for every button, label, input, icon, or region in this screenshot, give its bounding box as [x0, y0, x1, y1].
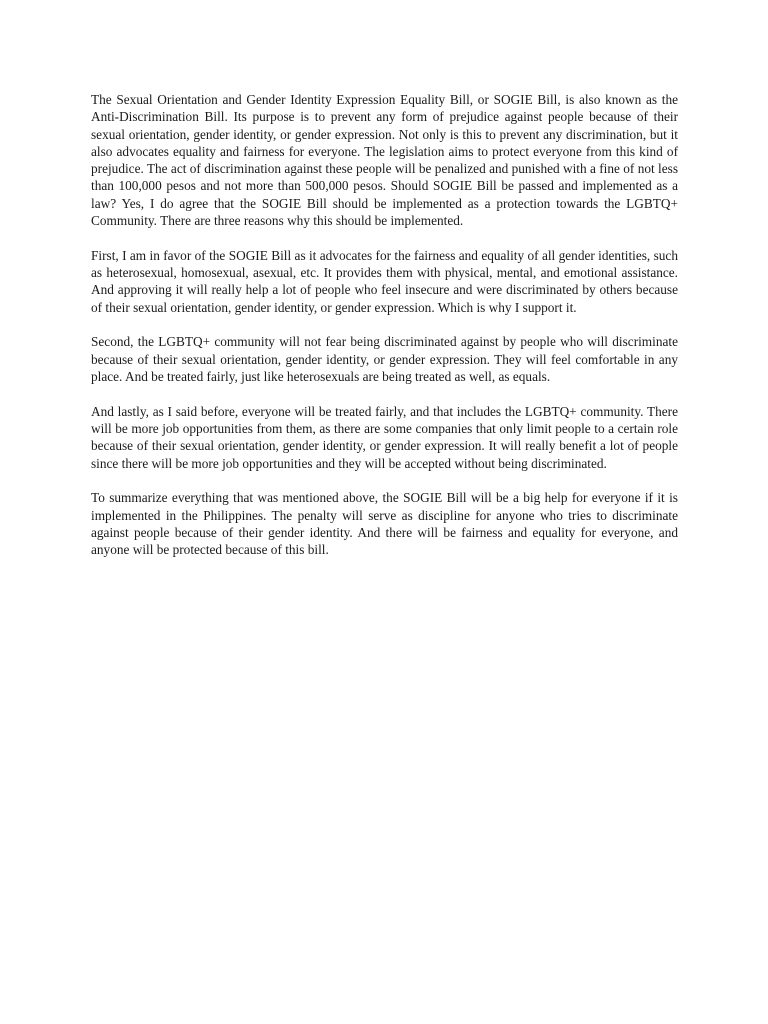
document-body	[91, 91, 678, 576]
paragraph-first-reason: First, I am in favor of the SOGIE Bill as it advocates for the fairness and equality of all gender identities, such as heterosexual, homosexual, asexual, etc. It provides them with physical, mental, and emotional assistance. And approving it will really help a lot of people who feel insecure and were discriminated by others because of their sexual orientation, gender identity, or gender expression. Which is why I support it.	[91, 247, 678, 315]
paragraph-summary: To summarize everything that was mentioned above, the SOGIE Bill will be a big help for everyone if it is implemented in the Philippines. The penalty will serve as discipline for anyone who tries to discriminate against people because of their gender identity. And there will be fairness and equality for everyone, and anyone will be protected because of this bill.	[91, 490, 678, 558]
paragraph-third-reason: And lastly, as I said before, everyone will be treated fairly, and that includes the LGBTQ+ community. There will be more job opportunities from them, as there are some companies that only limit people to a certain role because of their sexual orientation, gender identity, or gender expression. It will really benefit a lot of people since there will be more job opportunities and they will be accepted without being discriminated.	[91, 403, 678, 471]
paragraph-intro: The Sexual Orientation and Gender Identity Expression Equality Bill, or SOGIE Bill, is also known as the Anti-Discrimination Bill. Its purpose is to prevent any form of prejudice against people because of their sexual orientation, gender identity, or gender expression. Not only is this to prevent any discrimination, but it also advocates equality and fairness for everyone. The legislation aims to protect everyone from this kind of prejudice. The act of discrimination against these people will be penalized and punished with a fine of not less than 100,000 pesos and not more than 500,000 pesos. Should SOGIE Bill be passed and implemented as a law? Yes, I do agree that the SOGIE Bill should be implemented as a protection towards the LGBTQ+ Community. There are three reasons why this should be implemented.	[91, 92, 678, 229]
paragraph-second-reason: Second, the LGBTQ+ community will not fear being discriminated against by people who will discriminate because of their sexual orientation, gender identity, or gender expression. They will feel comfortable in any place. And be treated fairly, just like heterosexuals are being treated as well, as equals.	[91, 334, 678, 384]
